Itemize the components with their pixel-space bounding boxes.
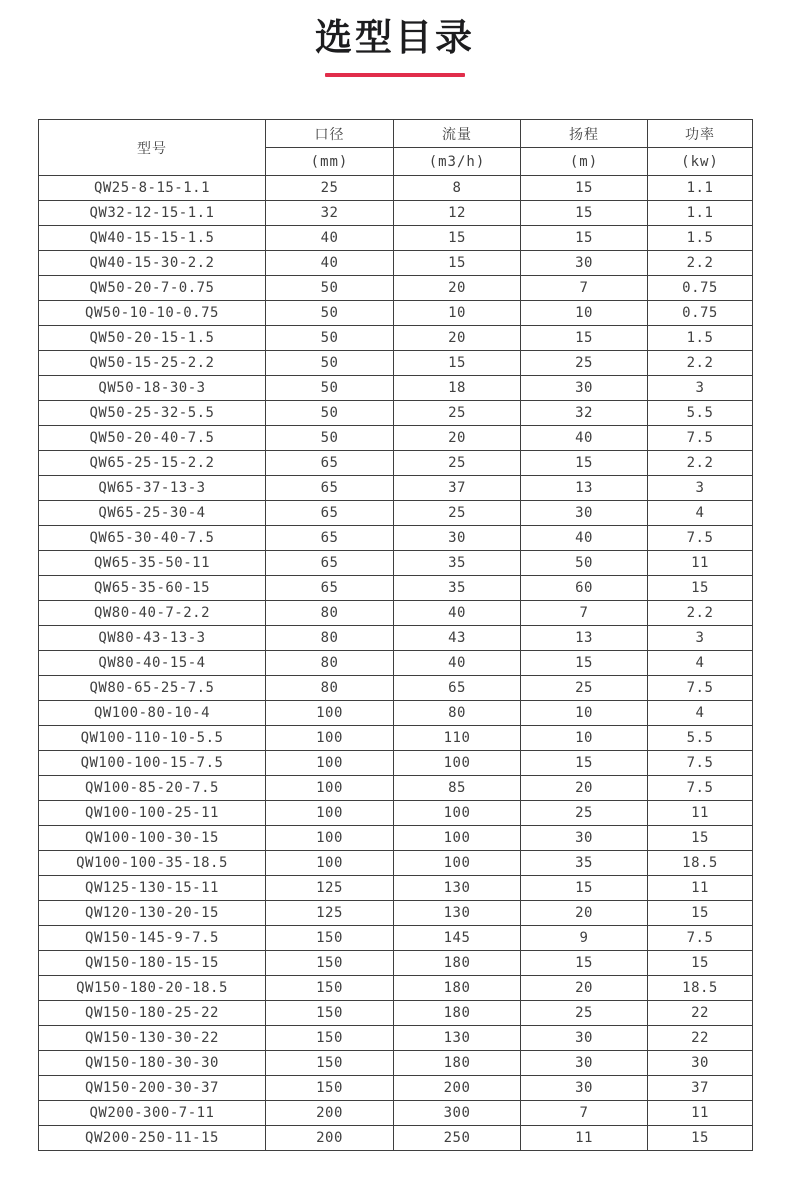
- table-row: [39, 326, 753, 351]
- page-title: 选型目录: [315, 17, 475, 58]
- diameter-cell: 150: [266, 1001, 394, 1026]
- flow-cell: 145: [394, 926, 521, 951]
- head-cell: 10: [521, 701, 648, 726]
- head-cell: 15: [521, 651, 648, 676]
- model-cell: QW100-85-20-7.5: [39, 776, 266, 801]
- table-row: [39, 1101, 753, 1126]
- table-row: [39, 601, 753, 626]
- diameter-cell: 65: [266, 551, 394, 576]
- model-cell: QW100-100-25-11: [39, 801, 266, 826]
- table-row: [39, 726, 753, 751]
- diameter-cell: 32: [266, 201, 394, 226]
- model-cell: QW50-20-40-7.5: [39, 426, 266, 451]
- head-cell: 30: [521, 826, 648, 851]
- model-cell: QW100-100-15-7.5: [39, 751, 266, 776]
- model-cell: QW80-65-25-7.5: [39, 676, 266, 701]
- model-cell: QW50-10-10-0.75: [39, 301, 266, 326]
- model-cell: QW100-80-10-4: [39, 701, 266, 726]
- table-row: [39, 351, 753, 376]
- head-cell: 15: [521, 226, 648, 251]
- power-cell: 0.75: [648, 276, 753, 301]
- power-cell: 15: [648, 576, 753, 601]
- diameter-cell: 80: [266, 651, 394, 676]
- flow-cell: 20: [394, 326, 521, 351]
- column-header-power: 功率: [648, 120, 753, 148]
- flow-cell: 180: [394, 951, 521, 976]
- flow-cell: 130: [394, 901, 521, 926]
- diameter-cell: 50: [266, 276, 394, 301]
- power-cell: 7.5: [648, 751, 753, 776]
- head-cell: 25: [521, 676, 648, 701]
- model-cell: QW100-100-30-15: [39, 826, 266, 851]
- flow-cell: 37: [394, 476, 521, 501]
- diameter-cell: 125: [266, 901, 394, 926]
- diameter-cell: 25: [266, 176, 394, 201]
- flow-cell: 25: [394, 401, 521, 426]
- model-cell: QW65-35-50-11: [39, 551, 266, 576]
- head-cell: 30: [521, 501, 648, 526]
- power-cell: 4: [648, 501, 753, 526]
- head-cell: 20: [521, 901, 648, 926]
- model-cell: QW50-18-30-3: [39, 376, 266, 401]
- head-cell: 15: [521, 201, 648, 226]
- power-cell: 3: [648, 626, 753, 651]
- power-cell: 37: [648, 1076, 753, 1101]
- table-row: [39, 701, 753, 726]
- head-cell: 13: [521, 626, 648, 651]
- table-row: [39, 1026, 753, 1051]
- head-cell: 10: [521, 726, 648, 751]
- head-cell: 30: [521, 1076, 648, 1101]
- head-cell: 35: [521, 851, 648, 876]
- head-cell: 50: [521, 551, 648, 576]
- model-cell: QW150-200-30-37: [39, 1076, 266, 1101]
- power-cell: 2.2: [648, 251, 753, 276]
- power-cell: 4: [648, 651, 753, 676]
- model-cell: QW150-180-30-30: [39, 1051, 266, 1076]
- table-row: [39, 501, 753, 526]
- flow-cell: 100: [394, 801, 521, 826]
- flow-cell: 43: [394, 626, 521, 651]
- column-header-model: 型号: [39, 120, 266, 176]
- flow-cell: 35: [394, 551, 521, 576]
- power-cell: 3: [648, 476, 753, 501]
- diameter-cell: 65: [266, 501, 394, 526]
- diameter-cell: 50: [266, 351, 394, 376]
- table-row: [39, 476, 753, 501]
- flow-cell: 300: [394, 1101, 521, 1126]
- diameter-cell: 100: [266, 751, 394, 776]
- diameter-cell: 65: [266, 526, 394, 551]
- head-cell: 15: [521, 751, 648, 776]
- model-cell: QW150-145-9-7.5: [39, 926, 266, 951]
- flow-cell: 130: [394, 876, 521, 901]
- table-row: [39, 826, 753, 851]
- model-cell: QW150-130-30-22: [39, 1026, 266, 1051]
- diameter-cell: 150: [266, 1026, 394, 1051]
- flow-cell: 65: [394, 676, 521, 701]
- diameter-cell: 50: [266, 401, 394, 426]
- power-cell: 22: [648, 1001, 753, 1026]
- diameter-cell: 65: [266, 576, 394, 601]
- flow-cell: 40: [394, 651, 521, 676]
- flow-cell: 25: [394, 501, 521, 526]
- power-cell: 15: [648, 826, 753, 851]
- column-unit-head: (m): [521, 148, 648, 176]
- flow-cell: 15: [394, 251, 521, 276]
- diameter-cell: 50: [266, 301, 394, 326]
- head-cell: 20: [521, 776, 648, 801]
- head-cell: 32: [521, 401, 648, 426]
- power-cell: 11: [648, 551, 753, 576]
- power-cell: 0.75: [648, 301, 753, 326]
- flow-cell: 10: [394, 301, 521, 326]
- power-cell: 2.2: [648, 351, 753, 376]
- diameter-cell: 100: [266, 826, 394, 851]
- head-cell: 10: [521, 301, 648, 326]
- flow-cell: 25: [394, 451, 521, 476]
- flow-cell: 8: [394, 176, 521, 201]
- flow-cell: 30: [394, 526, 521, 551]
- table-row: [39, 876, 753, 901]
- diameter-cell: 150: [266, 1051, 394, 1076]
- diameter-cell: 80: [266, 676, 394, 701]
- diameter-cell: 100: [266, 801, 394, 826]
- power-cell: 15: [648, 951, 753, 976]
- table-row: [39, 426, 753, 451]
- power-cell: 5.5: [648, 726, 753, 751]
- diameter-cell: 50: [266, 326, 394, 351]
- flow-cell: 100: [394, 851, 521, 876]
- diameter-cell: 80: [266, 601, 394, 626]
- column-header-flow: 流量: [394, 120, 521, 148]
- diameter-cell: 100: [266, 776, 394, 801]
- power-cell: 18.5: [648, 976, 753, 1001]
- flow-cell: 20: [394, 426, 521, 451]
- head-cell: 30: [521, 1051, 648, 1076]
- flow-cell: 180: [394, 1051, 521, 1076]
- table-row: [39, 951, 753, 976]
- head-cell: 40: [521, 426, 648, 451]
- power-cell: 11: [648, 1101, 753, 1126]
- table-row: [39, 576, 753, 601]
- model-cell: QW150-180-15-15: [39, 951, 266, 976]
- model-cell: QW40-15-30-2.2: [39, 251, 266, 276]
- diameter-cell: 150: [266, 926, 394, 951]
- diameter-cell: 200: [266, 1126, 394, 1151]
- flow-cell: 35: [394, 576, 521, 601]
- power-cell: 1.5: [648, 326, 753, 351]
- power-cell: 7.5: [648, 426, 753, 451]
- flow-cell: 15: [394, 351, 521, 376]
- model-cell: QW50-20-7-0.75: [39, 276, 266, 301]
- table-row: [39, 651, 753, 676]
- column-header-head: 扬程: [521, 120, 648, 148]
- power-cell: 4: [648, 701, 753, 726]
- flow-cell: 18: [394, 376, 521, 401]
- head-cell: 15: [521, 176, 648, 201]
- head-cell: 7: [521, 601, 648, 626]
- head-cell: 13: [521, 476, 648, 501]
- head-cell: 15: [521, 951, 648, 976]
- model-cell: QW50-25-32-5.5: [39, 401, 266, 426]
- diameter-cell: 200: [266, 1101, 394, 1126]
- model-cell: QW125-130-15-11: [39, 876, 266, 901]
- power-cell: 7.5: [648, 676, 753, 701]
- model-cell: QW32-12-15-1.1: [39, 201, 266, 226]
- table-row: [39, 851, 753, 876]
- flow-cell: 12: [394, 201, 521, 226]
- table-row: [39, 626, 753, 651]
- head-cell: 30: [521, 376, 648, 401]
- model-cell: QW50-15-25-2.2: [39, 351, 266, 376]
- power-cell: 18.5: [648, 851, 753, 876]
- model-cell: QW80-40-7-2.2: [39, 601, 266, 626]
- flow-cell: 85: [394, 776, 521, 801]
- table-row: [39, 976, 753, 1001]
- head-cell: 25: [521, 351, 648, 376]
- table-row: [39, 201, 753, 226]
- flow-cell: 15: [394, 226, 521, 251]
- table-row: [39, 901, 753, 926]
- power-cell: 11: [648, 801, 753, 826]
- diameter-cell: 65: [266, 476, 394, 501]
- column-unit-diameter: (mm): [266, 148, 394, 176]
- flow-cell: 180: [394, 1001, 521, 1026]
- diameter-cell: 100: [266, 726, 394, 751]
- table-row: [39, 251, 753, 276]
- table-row: [39, 176, 753, 201]
- head-cell: 15: [521, 451, 648, 476]
- power-cell: 22: [648, 1026, 753, 1051]
- table-row: [39, 551, 753, 576]
- diameter-cell: 50: [266, 426, 394, 451]
- head-cell: 15: [521, 326, 648, 351]
- flow-cell: 100: [394, 751, 521, 776]
- flow-cell: 80: [394, 701, 521, 726]
- power-cell: 1.1: [648, 201, 753, 226]
- table-body: [39, 176, 753, 1151]
- column-unit-power: (kw): [648, 148, 753, 176]
- model-cell: QW200-250-11-15: [39, 1126, 266, 1151]
- flow-cell: 20: [394, 276, 521, 301]
- column-unit-flow: (m3/h): [394, 148, 521, 176]
- model-cell: QW200-300-7-11: [39, 1101, 266, 1126]
- diameter-cell: 40: [266, 251, 394, 276]
- head-cell: 30: [521, 1026, 648, 1051]
- power-cell: 2.2: [648, 451, 753, 476]
- diameter-cell: 65: [266, 451, 394, 476]
- power-cell: 3: [648, 376, 753, 401]
- head-cell: 20: [521, 976, 648, 1001]
- model-cell: QW25-8-15-1.1: [39, 176, 266, 201]
- power-cell: 7.5: [648, 776, 753, 801]
- model-cell: QW100-110-10-5.5: [39, 726, 266, 751]
- flow-cell: 200: [394, 1076, 521, 1101]
- power-cell: 11: [648, 876, 753, 901]
- model-cell: QW65-25-30-4: [39, 501, 266, 526]
- table-row: [39, 1001, 753, 1026]
- model-cell: QW80-43-13-3: [39, 626, 266, 651]
- flow-cell: 130: [394, 1026, 521, 1051]
- head-cell: 30: [521, 251, 648, 276]
- model-cell: QW120-130-20-15: [39, 901, 266, 926]
- model-cell: QW100-100-35-18.5: [39, 851, 266, 876]
- table-header: [39, 120, 753, 176]
- head-cell: 25: [521, 1001, 648, 1026]
- table-row: [39, 1051, 753, 1076]
- table-row: [39, 451, 753, 476]
- selection-table: [38, 119, 753, 1151]
- power-cell: 1.1: [648, 176, 753, 201]
- power-cell: 5.5: [648, 401, 753, 426]
- model-cell: QW65-35-60-15: [39, 576, 266, 601]
- model-cell: QW80-40-15-4: [39, 651, 266, 676]
- flow-cell: 110: [394, 726, 521, 751]
- diameter-cell: 150: [266, 976, 394, 1001]
- model-cell: QW65-30-40-7.5: [39, 526, 266, 551]
- diameter-cell: 150: [266, 1076, 394, 1101]
- diameter-cell: 50: [266, 376, 394, 401]
- power-cell: 7.5: [648, 526, 753, 551]
- model-cell: QW65-37-13-3: [39, 476, 266, 501]
- head-cell: 40: [521, 526, 648, 551]
- power-cell: 15: [648, 901, 753, 926]
- table-row: [39, 226, 753, 251]
- model-cell: QW150-180-20-18.5: [39, 976, 266, 1001]
- diameter-cell: 100: [266, 851, 394, 876]
- diameter-cell: 150: [266, 951, 394, 976]
- head-cell: 7: [521, 1101, 648, 1126]
- table-row: [39, 1126, 753, 1151]
- model-cell: QW50-20-15-1.5: [39, 326, 266, 351]
- power-cell: 7.5: [648, 926, 753, 951]
- diameter-cell: 125: [266, 876, 394, 901]
- table-row: [39, 751, 753, 776]
- power-cell: 30: [648, 1051, 753, 1076]
- head-cell: 25: [521, 801, 648, 826]
- flow-cell: 40: [394, 601, 521, 626]
- title-divider: [325, 73, 465, 77]
- table-row: [39, 276, 753, 301]
- power-cell: 2.2: [648, 601, 753, 626]
- flow-cell: 250: [394, 1126, 521, 1151]
- table-row: [39, 1076, 753, 1101]
- table-row: [39, 801, 753, 826]
- table-row: [39, 926, 753, 951]
- table-row: [39, 526, 753, 551]
- power-cell: 1.5: [648, 226, 753, 251]
- head-cell: 11: [521, 1126, 648, 1151]
- diameter-cell: 40: [266, 226, 394, 251]
- table-row: [39, 401, 753, 426]
- head-cell: 15: [521, 876, 648, 901]
- diameter-cell: 80: [266, 626, 394, 651]
- flow-cell: 180: [394, 976, 521, 1001]
- table-row: [39, 376, 753, 401]
- table-row: [39, 676, 753, 701]
- column-header-diameter: 口径: [266, 120, 394, 148]
- table-row: [39, 776, 753, 801]
- model-cell: QW65-25-15-2.2: [39, 451, 266, 476]
- head-cell: 9: [521, 926, 648, 951]
- head-cell: 60: [521, 576, 648, 601]
- table-row: [39, 301, 753, 326]
- diameter-cell: 100: [266, 701, 394, 726]
- power-cell: 15: [648, 1126, 753, 1151]
- flow-cell: 100: [394, 826, 521, 851]
- model-cell: QW150-180-25-22: [39, 1001, 266, 1026]
- head-cell: 7: [521, 276, 648, 301]
- model-cell: QW40-15-15-1.5: [39, 226, 266, 251]
